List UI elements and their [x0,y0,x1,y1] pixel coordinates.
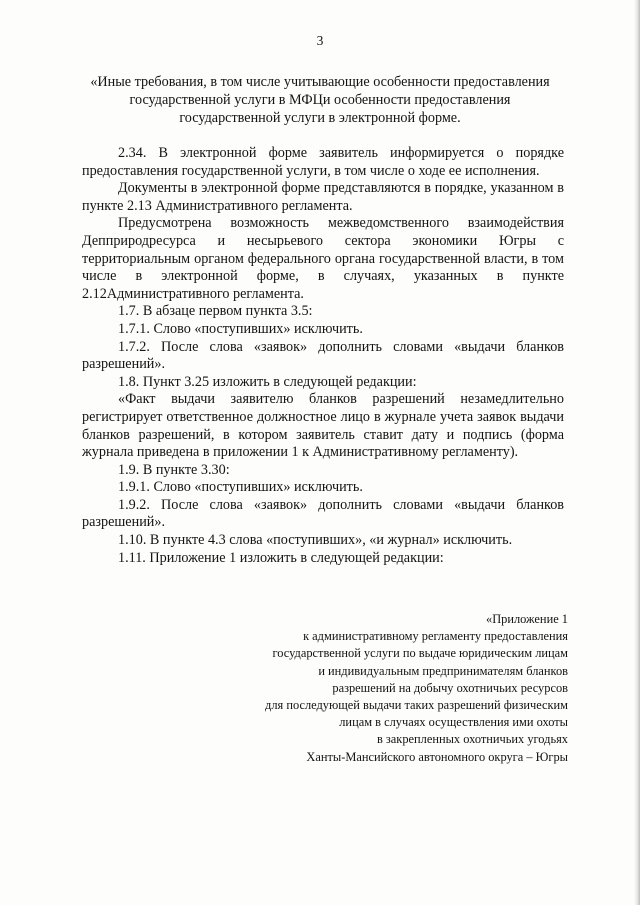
paragraph: 2.34. В электронной форме заявитель информируется о порядке предоставления государственной услуги, в том числе о ходе ее исполнения. [82,145,564,179]
appendix-line: государственной услуги по выдаче юридическим лицам [272,646,568,661]
scan-edge-shadow [634,0,640,905]
appendix-line: разрешений на добычу охотничьих ресурсов [332,680,568,695]
paragraph: 1.7.2. После слова «заявок» дополнить словами «выдачи бланков разрешений». [82,338,564,373]
paragraph: «Факт выдачи заявителю бланков разрешений незамедлительно регистрирует ответственное должностное лицо в журнале учета заявок выдачи бланков разрешений, в котором заявитель ставит дату и подпись (форма журнала приведена в приложении 1 к Административному регламенту). [82,391,564,461]
document-body [82,145,564,567]
appendix-line: и индивидуальным предпринимателям бланков [318,663,568,678]
appendix-line: к административному регламенту предоставления [303,629,568,644]
paragraph: 1.9. В пункте 3.30: [118,461,230,478]
appendix-line: Ханты-Мансийского автономного округа – Югры [306,749,568,764]
paragraph: 1.7. В абзаце первом пункта 3.5: [118,303,313,320]
appendix-line: в закрепленных охотничьих угодьях [376,732,568,747]
paragraph: 1.8. Пункт 3.25 изложить в следующей редакции: [118,373,417,390]
appendix-line: для последующей выдачи таких разрешений физическим [265,698,568,713]
paragraph: 1.9.2. После слова «заявок» дополнить словами «выдачи бланков разрешений». [82,496,564,531]
paragraph: Документы в электронной форме представляются в порядке, указанном в пункте 2.13 Административного регламента. [82,180,564,214]
paragraph: 1.7.1. Слово «поступивших» исключить. [118,320,363,337]
appendix-line: «Приложение 1 [486,612,568,626]
paragraph: 1.10. В пункте 4.3 слова «поступивших», «и журнал» исключить. [118,532,513,549]
page-number: 3 [316,33,324,48]
section-heading: «Иные требования, в том числе учитывающие особенности предоставления государственной услуги в МФЦи особенности предоставления государственной услуги в электронной форме. [90,74,550,127]
paragraph: 1.11. Приложение 1 изложить в следующей редакции: [118,549,444,566]
appendix-line: лицам в случаях осуществления ими охоты [339,715,568,730]
appendix-header [230,611,568,766]
paragraph: Предусмотрена возможность межведомственного взаимодействия Депприродресурса и несырьевого сектора экономики Югры с территориальным органом федерального органа государственной власти, в том числе в электронной форме, в случаях, указанных в пункте 2.12Административного регламента. [82,215,564,302]
paragraph: 1.9.1. Слово «поступивших» исключить. [118,479,363,496]
